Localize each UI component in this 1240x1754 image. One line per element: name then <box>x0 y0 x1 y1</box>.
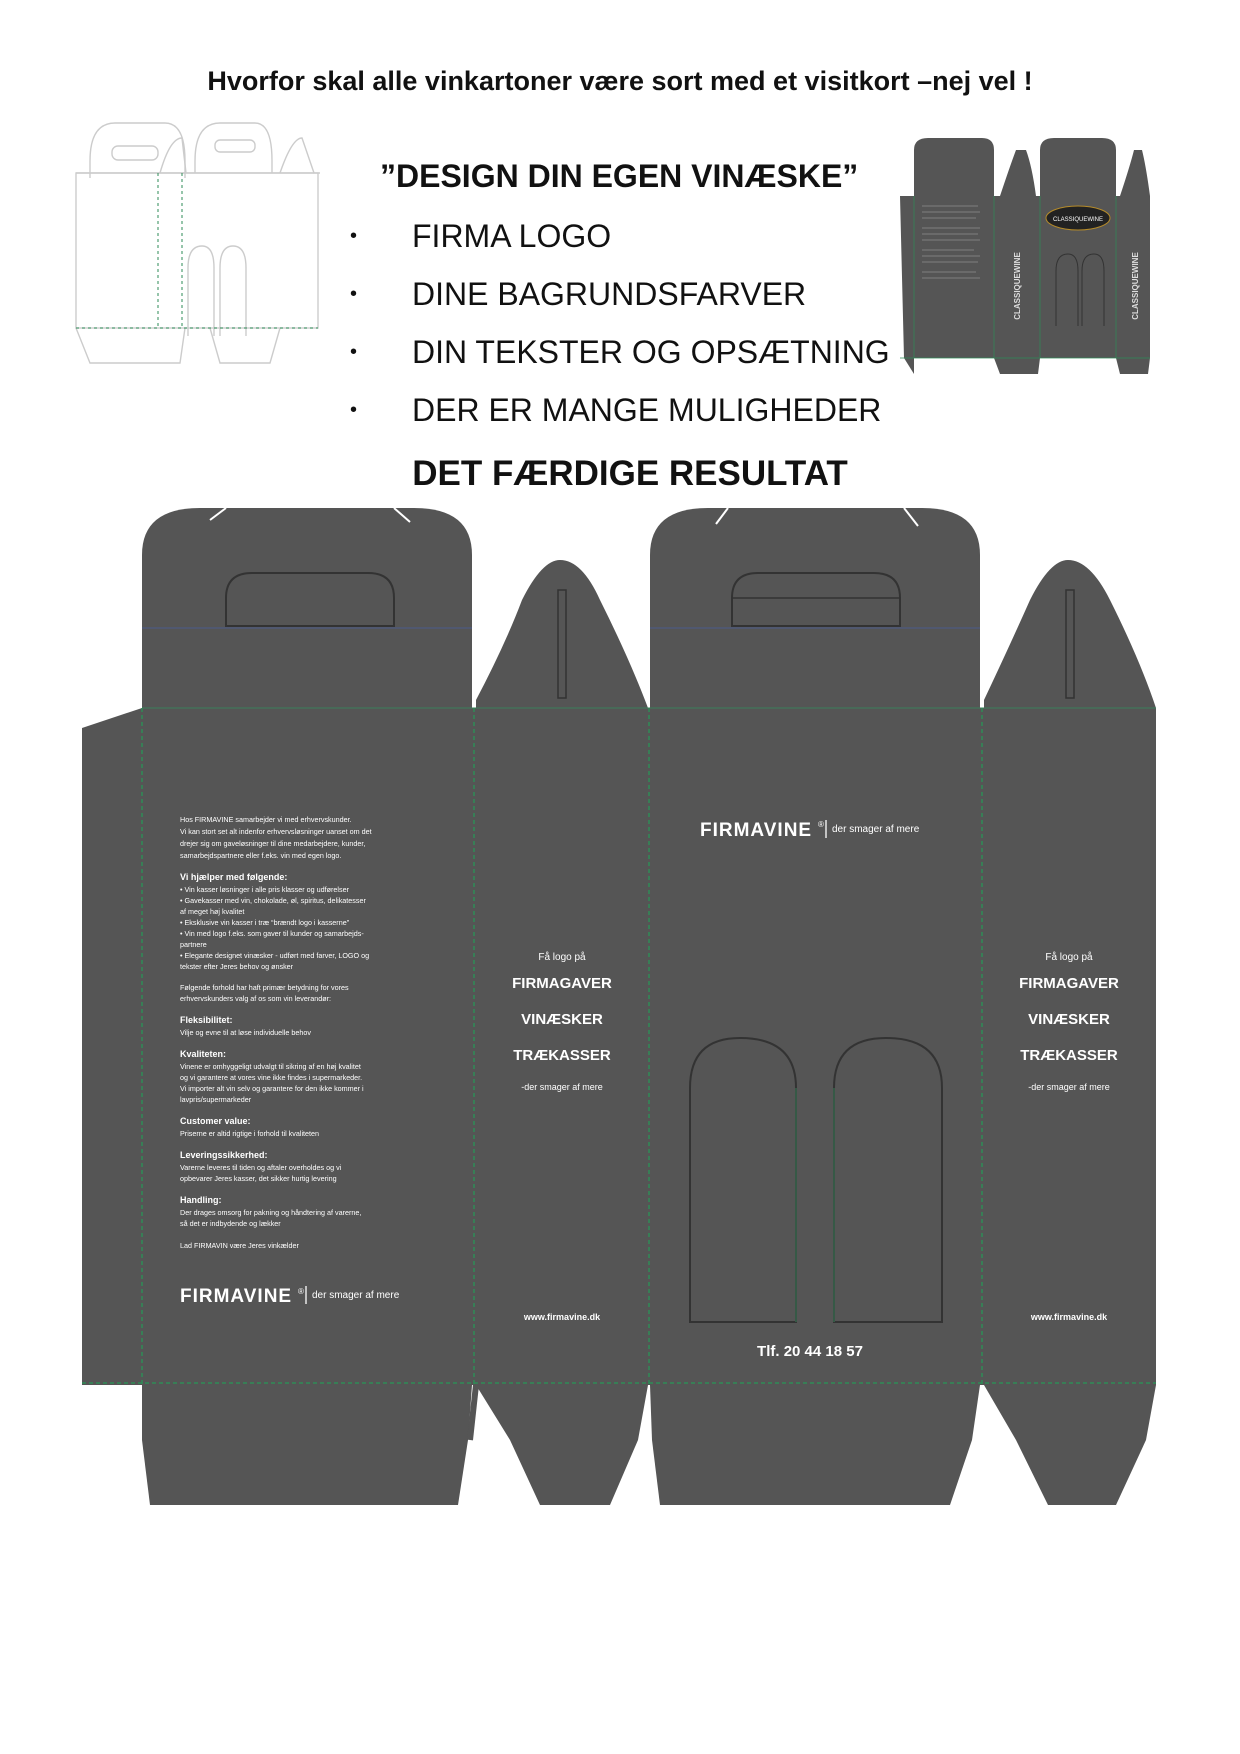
back-section-heading: Fleksibilitet: <box>180 1015 233 1025</box>
list-item: • DINE BAGRUNDSFARVER <box>350 272 890 330</box>
list-item: • FIRMA LOGO <box>350 214 890 272</box>
back-closing-line: Lad FIRMAVIN være Jeres vinkælder <box>180 1241 299 1250</box>
back-text-line: Vi kan stort set alt indenfor erhvervsløsninger uanset om det <box>180 827 372 836</box>
bottom-flap-side-right <box>984 1385 1156 1505</box>
front-top-flap <box>650 508 980 708</box>
list-item: • DER ER MANGE MULIGHEDER <box>350 388 890 446</box>
mini-label-front: CLASSIQUEWINE <box>1052 217 1104 223</box>
back-text-line: • Vin med logo f.eks. som gaver til kunder og samarbejds- <box>180 929 364 938</box>
back-text-line: partnere <box>180 940 207 949</box>
back-help-heading: Vi hjælper med følgende: <box>180 872 288 882</box>
back-text-line: • Elegante designet vinæsker - udført med farver, LOGO og <box>180 951 370 960</box>
bottom-flap-front <box>650 1385 980 1505</box>
carton-body <box>82 708 1156 1385</box>
back-text-line: Der drages omsorg for pakning og håndtering af varerne, <box>180 1208 362 1217</box>
back-text-line: opbevarer Jeres kasser, det sikker hurtig levering <box>180 1174 337 1183</box>
side-item: TRÆKASSER <box>513 1047 611 1064</box>
side-item: FIRMAGAVER <box>1019 975 1119 992</box>
side-tagline: -der smager af mere <box>521 1082 603 1092</box>
side-url: www.firmavine.dk <box>1030 1312 1108 1322</box>
side-top-flap-left <box>476 560 648 708</box>
side-top-flap-right <box>984 560 1156 708</box>
side-intro: Få logo på <box>538 952 586 963</box>
back-brand-mark: ® <box>298 1287 304 1296</box>
back-text-line: samarbejdspartnere eller f.eks. vin med egen logo. <box>180 851 342 860</box>
back-text-line: Vi importer alt vin selv og garantere for den ikke kommer i <box>180 1084 364 1093</box>
back-text-line: • Eksklusive vin kasser i træ “brændt logo i kasserne” <box>180 918 350 927</box>
back-brand: FIRMAVINE <box>180 1286 293 1307</box>
back-section-heading: Leveringssikkerhed: <box>180 1150 268 1160</box>
bullet-icon: • <box>350 399 358 421</box>
bullet-icon: • <box>350 341 358 363</box>
back-text-line: og vi garantere at vores vine ikke findes i supermarkeder. <box>180 1073 363 1082</box>
back-text-line: Vinene er omhyggeligt udvalgt til sikring af en høj kvalitet <box>180 1062 361 1071</box>
side-url: www.firmavine.dk <box>523 1312 601 1322</box>
back-text-line: Varerne leveres til tiden og aftaler overholdes og vi <box>180 1163 342 1172</box>
back-text-line: drejer sig om gaveløsninger til dine medarbejdere, kunder, <box>180 839 366 848</box>
mini-label-side-1: CLASSIQUEWINE <box>1013 252 1022 320</box>
front-phone: Tlf. 20 44 18 57 <box>757 1343 863 1360</box>
bullet-icon: • <box>350 225 358 247</box>
subtitle: ”DESIGN DIN EGEN VINÆSKE” <box>380 158 859 194</box>
side-tagline: -der smager af mere <box>1028 1082 1110 1092</box>
front-brand-mark: ® <box>818 820 824 829</box>
back-text-line: • Gavekasser med vin, chokolade, øl, spiritus, delikatesser <box>180 896 366 905</box>
back-tagline: der smager af mere <box>312 1290 400 1301</box>
bottom-flap-side-left <box>476 1385 648 1505</box>
back-text-line: så det er indbydende og lækker <box>180 1219 281 1228</box>
side-item: VINÆSKER <box>1028 1011 1110 1028</box>
side-intro: Få logo på <box>1045 952 1093 963</box>
back-text-line: • Vin kasser løsninger i alle pris klasser og udførelser <box>180 885 349 894</box>
side-item: VINÆSKER <box>521 1011 603 1028</box>
back-top-flap <box>142 508 472 708</box>
result-heading: DET FÆRDIGE RESULTAT <box>412 454 848 493</box>
back-section-heading: Kvaliteten: <box>180 1049 227 1059</box>
headline: Hvorfor skal alle vinkartoner være sort med et visitkort –nej vel ! <box>207 66 1033 96</box>
back-text-line: Følgende forhold har haft primær betydning for vores <box>180 983 349 992</box>
side-item: FIRMAGAVER <box>512 975 612 992</box>
back-text-line: af meget høj kvalitet <box>180 907 245 916</box>
back-text-line: Hos FIRMAVINE samarbejder vi med erhvervskunder. <box>180 815 352 824</box>
front-brand: FIRMAVINE <box>700 820 813 841</box>
mini-label-side-2: CLASSIQUEWINE <box>1131 252 1140 320</box>
back-text-line: Priserne er altid rigtige i forhold til kvaliteten <box>180 1129 320 1138</box>
back-section-heading: Customer value: <box>180 1116 251 1126</box>
front-tagline: der smager af mere <box>832 824 920 835</box>
back-text-line: lavpris/supermarkeder <box>180 1095 252 1104</box>
list-item: • DIN TEKSTER OG OPSÆTNING <box>350 330 890 388</box>
back-text-line: erhvervskunders valg af os som vin leverandør: <box>180 994 332 1003</box>
back-text-line: Vilje og evne til at løse individuelle behov <box>180 1028 311 1037</box>
back-section-heading: Handling: <box>180 1195 222 1205</box>
bottom-flap-back <box>142 1385 472 1505</box>
back-text-line: tekster efter Jeres behov og ønsker <box>180 962 294 971</box>
side-item: TRÆKASSER <box>1020 1047 1118 1064</box>
bullet-icon: • <box>350 283 358 305</box>
